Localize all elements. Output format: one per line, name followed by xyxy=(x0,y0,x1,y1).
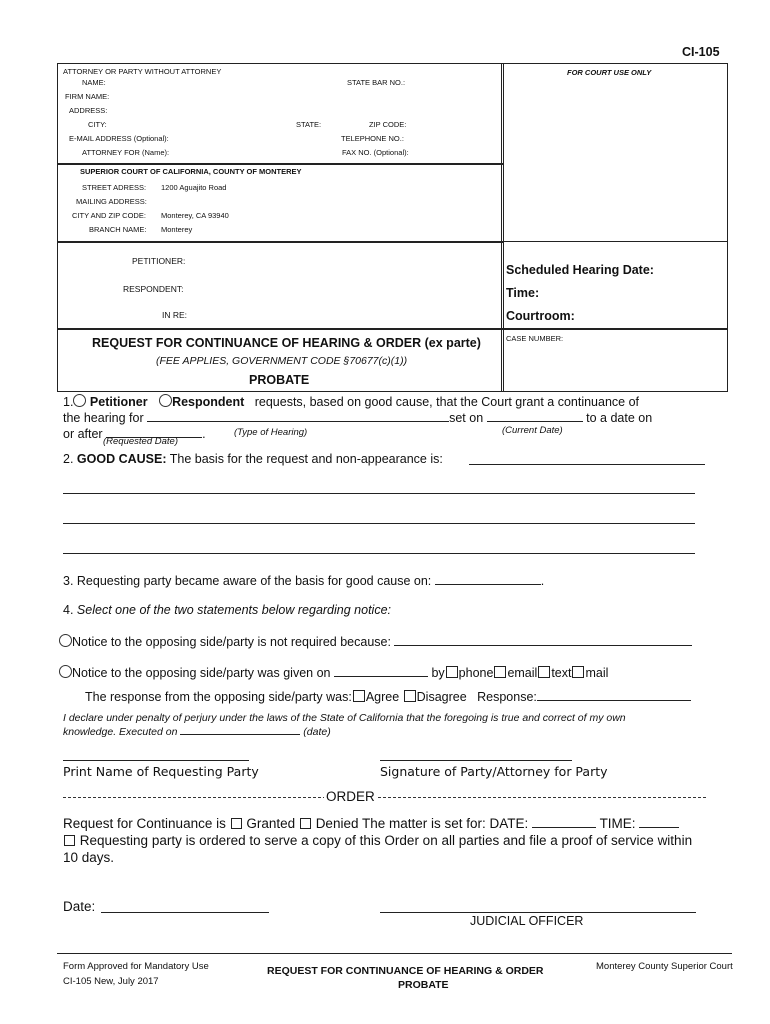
declaration-line1: I declare under penalty of perjury under the laws of the State of California that the foregoing is true and correct of my own xyxy=(63,712,626,724)
order-heading: ORDER xyxy=(326,789,375,804)
serve-copy-text: Requesting party is ordered to serve a copy of this Order on all parties and file a proof of service within xyxy=(79,833,693,848)
respondent-radio[interactable] xyxy=(159,394,172,407)
branch-label: BRANCH NAME: xyxy=(89,225,147,234)
order-line2 xyxy=(63,833,692,848)
petitioner-option: Petitioner xyxy=(89,395,148,409)
judicial-officer-line[interactable] xyxy=(380,912,696,913)
executed-on-label: knowledge. Executed on xyxy=(63,726,178,738)
phone-checkbox[interactable] xyxy=(446,666,458,678)
good-cause-text: The basis for the request and non-appearance is: xyxy=(169,452,443,466)
probate-label: PROBATE xyxy=(249,373,310,387)
good-cause-field-3[interactable] xyxy=(63,523,695,524)
good-cause-field-2[interactable] xyxy=(63,493,695,494)
notice-not-required-radio[interactable] xyxy=(59,634,72,647)
street-label: STREET ADRESS: xyxy=(82,183,147,192)
fee-note: (FEE APPLIES, GOVERNMENT CODE §70677(c)(1)) xyxy=(156,355,408,367)
print-name-line[interactable] xyxy=(63,760,249,761)
disagree-label: Disagree xyxy=(416,690,467,704)
courtroom-label: Courtroom: xyxy=(506,309,575,323)
executed-date-field[interactable] xyxy=(180,725,300,735)
continuance-label: Request for Continuance is xyxy=(63,816,226,831)
petitioner-label: PETITIONER: xyxy=(132,256,186,266)
phone-label: TELEPHONE NO.: xyxy=(341,134,404,143)
granted-checkbox[interactable] xyxy=(231,818,242,829)
footer-subtitle: PROBATE xyxy=(398,979,449,991)
granted-label: Granted xyxy=(246,816,296,831)
aware-date-field[interactable] xyxy=(435,573,541,585)
good-cause-field-1[interactable] xyxy=(469,464,705,465)
firm-label: FIRM NAME: xyxy=(65,92,110,101)
print-name-caption: Print Name of Requesting Party xyxy=(63,764,259,779)
denied-label: Denied xyxy=(315,816,359,831)
order-date-label: Date: xyxy=(63,899,96,914)
street-value: 1200 Aguajito Road xyxy=(161,183,227,192)
serve-copy-checkbox[interactable] xyxy=(64,835,75,846)
signature-line[interactable] xyxy=(380,760,572,761)
city-label: CITY: xyxy=(88,120,107,129)
form-id: CI-105 xyxy=(682,45,720,59)
inre-label: IN RE: xyxy=(162,310,188,320)
name-label: NAME: xyxy=(82,78,106,87)
response-label: Response: xyxy=(477,690,537,704)
branch-value: Monterey xyxy=(161,225,193,234)
judicial-officer-label: JUDICIAL OFFICER xyxy=(470,914,584,928)
text-checkbox[interactable] xyxy=(538,666,550,678)
item3-line xyxy=(63,573,544,588)
good-cause-label: GOOD CAUSE: xyxy=(76,452,167,466)
requested-date-caption: (Requested Date) xyxy=(103,436,178,447)
court-use-label: FOR COURT USE ONLY xyxy=(567,68,652,77)
notice-date-field[interactable] xyxy=(334,665,428,677)
item4-text: Select one of the two statements below regarding notice: xyxy=(76,603,391,617)
notice-given-radio[interactable] xyxy=(59,665,72,678)
item1-number: 1. xyxy=(63,395,74,409)
item1-line2 xyxy=(63,410,652,425)
item3-end: . xyxy=(540,574,545,588)
fax-label: FAX NO. (Optional): xyxy=(342,148,409,157)
item4-line xyxy=(63,603,391,617)
agree-label: Agree xyxy=(365,690,400,704)
item1-text: requests, based on good cause, that the Court grant a continuance of xyxy=(254,395,640,409)
case-number-label: CASE NUMBER: xyxy=(506,334,564,343)
mail-label: mail xyxy=(585,666,609,680)
order-line1 xyxy=(63,816,679,831)
notice-given-line xyxy=(59,665,608,680)
response-text: The response from the opposing side/party was: xyxy=(85,690,352,704)
respondent-option: Respondent xyxy=(172,395,245,409)
item3-text: 3. Requesting party became aware of the basis for good cause on: xyxy=(63,574,432,588)
type-of-hearing-caption: (Type of Hearing) xyxy=(234,427,308,438)
order-divider-line xyxy=(63,797,706,799)
item4-number: 4. xyxy=(63,603,74,617)
text-label: text xyxy=(551,666,572,680)
hearing-type-field[interactable] xyxy=(147,410,449,422)
attorney-for-label: ATTORNEY FOR (Name): xyxy=(82,148,170,157)
hearing-date-label: Scheduled Hearing Date: xyxy=(506,263,654,277)
attorney-label: ATTORNEY OR PARTY WITHOUT ATTORNEY xyxy=(63,67,222,76)
address-label: ADDRESS: xyxy=(69,106,108,115)
footer-title: REQUEST FOR CONTINUANCE OF HEARING & ORDER xyxy=(267,965,544,977)
matter-set-label: The matter is set for: DATE: xyxy=(361,816,529,831)
petitioner-radio[interactable] xyxy=(73,394,86,407)
current-date-caption: (Current Date) xyxy=(502,425,563,436)
zip-label: ZIP CODE: xyxy=(369,120,407,129)
or-after-end: . xyxy=(202,427,206,441)
item2-number: 2. xyxy=(63,452,74,466)
to-date-label: to a date on xyxy=(586,411,653,425)
form-approved: Form Approved for Mandatory Use xyxy=(63,961,209,972)
set-on-label: set on xyxy=(449,411,484,425)
notice-not-required-text: Notice to the opposing side/party is not required because: xyxy=(72,635,391,649)
item2-line xyxy=(63,452,443,466)
court-title: SUPERIOR COURT OF CALIFORNIA, COUNTY OF MONTEREY xyxy=(80,167,302,176)
form-title: REQUEST FOR CONTINUANCE OF HEARING & ORDER (ex parte) xyxy=(92,336,481,350)
state-bar-label: STATE BAR NO.: xyxy=(347,78,406,87)
response-line xyxy=(85,689,691,704)
footer-rule xyxy=(57,953,732,954)
executed-date-caption: (date) xyxy=(303,726,331,738)
order-time-label: TIME: xyxy=(599,816,636,831)
declaration-line2 xyxy=(63,725,331,738)
mail-checkbox[interactable] xyxy=(572,666,584,678)
order-date-field[interactable] xyxy=(532,816,596,828)
form-version: CI-105 New, July 2017 xyxy=(63,976,159,987)
notice-not-required-line xyxy=(59,634,692,649)
respondent-label: RESPONDENT: xyxy=(123,284,184,294)
email-checkbox[interactable] xyxy=(494,666,506,678)
phone-label: phone xyxy=(458,666,494,680)
notice-reason-field[interactable] xyxy=(394,634,692,646)
response-field[interactable] xyxy=(537,689,691,701)
footer-court: Monterey County Superior Court xyxy=(596,961,733,972)
email-label: email xyxy=(507,666,538,680)
hearing-for-label: the hearing for xyxy=(63,411,144,425)
good-cause-field-4[interactable] xyxy=(63,553,695,554)
time-label: Time: xyxy=(506,286,540,300)
notice-given-text: Notice to the opposing side/party was given on xyxy=(72,666,331,680)
hearing-box-top xyxy=(502,241,727,242)
signature-caption: Signature of Party/Attorney for Party xyxy=(380,764,608,779)
agree-checkbox[interactable] xyxy=(353,690,365,702)
cityzip-value: Monterey, CA 93940 xyxy=(161,211,229,220)
item1-line xyxy=(63,394,639,409)
order-time-field[interactable] xyxy=(639,816,679,828)
disagree-checkbox[interactable] xyxy=(404,690,416,702)
email-label: E-MAIL ADDRESS (Optional): xyxy=(69,134,169,143)
mailing-label: MAILING ADDRESS: xyxy=(76,197,147,206)
cityzip-label: CITY AND ZIP CODE: xyxy=(72,211,146,220)
by-label: by xyxy=(431,666,445,680)
order-date-line[interactable] xyxy=(101,912,269,913)
current-date-field[interactable] xyxy=(487,410,583,422)
denied-checkbox[interactable] xyxy=(300,818,311,829)
state-label: STATE: xyxy=(296,120,322,129)
or-after-label: or after xyxy=(63,427,103,441)
order-line3: 10 days. xyxy=(63,850,115,865)
